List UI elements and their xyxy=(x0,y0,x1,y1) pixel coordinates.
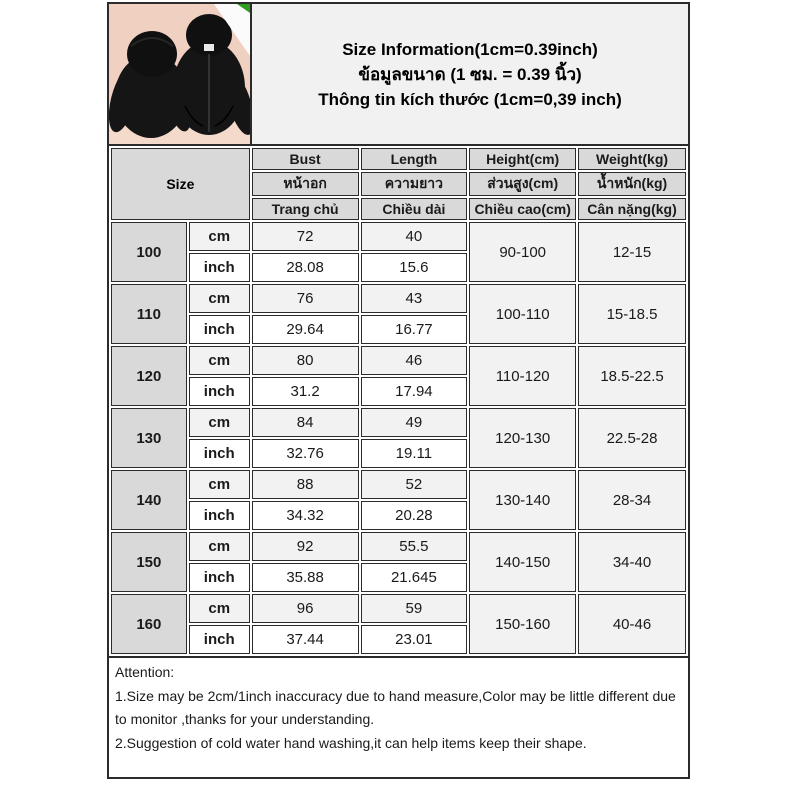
unit-cm-label: cm xyxy=(189,470,250,499)
weight-range-value: 12-15 xyxy=(578,222,686,282)
unit-inch-label: inch xyxy=(189,439,250,468)
length-cm-value: 46 xyxy=(361,346,468,375)
unit-inch-label: inch xyxy=(189,377,250,406)
col-header-height-th: ส่วนสูง(cm) xyxy=(469,172,576,196)
col-header-height-en: Height(cm) xyxy=(469,148,576,170)
unit-inch-label: inch xyxy=(189,625,250,654)
size-header-label: Size xyxy=(111,148,250,220)
weight-range-value: 40-46 xyxy=(578,594,686,654)
unit-cm-label: cm xyxy=(189,594,250,623)
length-cm-value: 52 xyxy=(361,470,468,499)
length-inch-value: 15.6 xyxy=(361,253,468,282)
col-header-bust-vi: Trang chủ xyxy=(252,198,359,220)
weight-range-value: 15-18.5 xyxy=(578,284,686,344)
size-row-cm xyxy=(111,594,686,623)
size-value: 100 xyxy=(111,222,187,282)
title-line-en: Size Information(1cm=0.39inch) xyxy=(342,39,598,59)
size-value: 130 xyxy=(111,408,187,468)
col-header-weight-vi: Cân nặng(kg) xyxy=(578,198,686,220)
unit-inch-label: inch xyxy=(189,563,250,592)
unit-inch-label: inch xyxy=(189,253,250,282)
bust-inch-value: 37.44 xyxy=(252,625,359,654)
col-header-weight-th: น้ำหนัก(kg) xyxy=(578,172,686,196)
bust-cm-value: 96 xyxy=(252,594,359,623)
size-row-cm xyxy=(111,532,686,561)
bust-inch-value: 31.2 xyxy=(252,377,359,406)
height-range-value: 120-130 xyxy=(469,408,576,468)
corner-marker-icon xyxy=(237,4,250,13)
size-row-cm xyxy=(111,222,686,251)
bust-inch-value: 34.32 xyxy=(252,501,359,530)
bust-inch-value: 28.08 xyxy=(252,253,359,282)
size-value: 150 xyxy=(111,532,187,592)
attention-line-2: 2.Suggestion of cold water hand washing,it can help items keep their shape. xyxy=(115,734,587,751)
table-header-en xyxy=(111,148,686,170)
bust-cm-value: 88 xyxy=(252,470,359,499)
size-row-cm xyxy=(111,284,686,313)
col-header-length-vi: Chiều dài xyxy=(361,198,468,220)
unit-cm-label: cm xyxy=(189,222,250,251)
weight-range-value: 28-34 xyxy=(578,470,686,530)
bust-cm-value: 76 xyxy=(252,284,359,313)
length-inch-value: 16.77 xyxy=(361,315,468,344)
size-row-cm xyxy=(111,408,686,437)
col-header-length-th: ความยาว xyxy=(361,172,468,196)
attention-note xyxy=(109,656,688,777)
size-value: 160 xyxy=(111,594,187,654)
col-header-height-vi: Chiều cao(cm) xyxy=(469,198,576,220)
col-header-bust-en: Bust xyxy=(252,148,359,170)
bust-cm-value: 72 xyxy=(252,222,359,251)
unit-cm-label: cm xyxy=(189,284,250,313)
length-cm-value: 59 xyxy=(361,594,468,623)
weight-range-value: 34-40 xyxy=(578,532,686,592)
length-cm-value: 40 xyxy=(361,222,468,251)
product-image xyxy=(109,4,252,144)
header-block xyxy=(109,4,688,146)
bust-cm-value: 84 xyxy=(252,408,359,437)
col-header-bust-th: หน้าอก xyxy=(252,172,359,196)
length-inch-value: 19.11 xyxy=(361,439,468,468)
size-value: 120 xyxy=(111,346,187,406)
weight-range-value: 18.5-22.5 xyxy=(578,346,686,406)
bust-inch-value: 32.76 xyxy=(252,439,359,468)
size-row-cm xyxy=(111,346,686,375)
size-value: 140 xyxy=(111,470,187,530)
bust-cm-value: 92 xyxy=(252,532,359,561)
unit-inch-label: inch xyxy=(189,501,250,530)
length-inch-value: 21.645 xyxy=(361,563,468,592)
attention-title: Attention: xyxy=(115,664,175,680)
unit-cm-label: cm xyxy=(189,408,250,437)
length-cm-value: 49 xyxy=(361,408,468,437)
size-row-cm xyxy=(111,470,686,499)
title-line-th: ข้อมูลขนาด (1 ซม. = 0.39 นิ้ว) xyxy=(358,64,582,84)
height-range-value: 130-140 xyxy=(469,470,576,530)
col-header-weight-en: Weight(kg) xyxy=(578,148,686,170)
length-inch-value: 23.01 xyxy=(361,625,468,654)
size-table xyxy=(109,146,688,656)
weight-range-value: 22.5-28 xyxy=(578,408,686,468)
unit-inch-label: inch xyxy=(189,315,250,344)
title-line-vi: Thông tin kích thước (1cm=0,39 inch) xyxy=(318,89,622,109)
height-range-value: 110-120 xyxy=(469,346,576,406)
height-range-value: 90-100 xyxy=(469,222,576,282)
bust-cm-value: 80 xyxy=(252,346,359,375)
bust-inch-value: 29.64 xyxy=(252,315,359,344)
attention-line-1: 1.Size may be 2cm/1inch inaccuracy due to hand measure,Color may be little different due to monitor ,thanks for your understanding. xyxy=(115,687,676,727)
height-range-value: 100-110 xyxy=(469,284,576,344)
length-cm-value: 55.5 xyxy=(361,532,468,561)
length-inch-value: 17.94 xyxy=(361,377,468,406)
size-info-title xyxy=(252,4,688,144)
length-inch-value: 20.28 xyxy=(361,501,468,530)
height-range-value: 150-160 xyxy=(469,594,576,654)
unit-cm-label: cm xyxy=(189,346,250,375)
size-value: 110 xyxy=(111,284,187,344)
size-chart-sheet xyxy=(107,2,690,779)
height-range-value: 140-150 xyxy=(469,532,576,592)
length-cm-value: 43 xyxy=(361,284,468,313)
unit-cm-label: cm xyxy=(189,532,250,561)
col-header-length-en: Length xyxy=(361,148,468,170)
bust-inch-value: 35.88 xyxy=(252,563,359,592)
